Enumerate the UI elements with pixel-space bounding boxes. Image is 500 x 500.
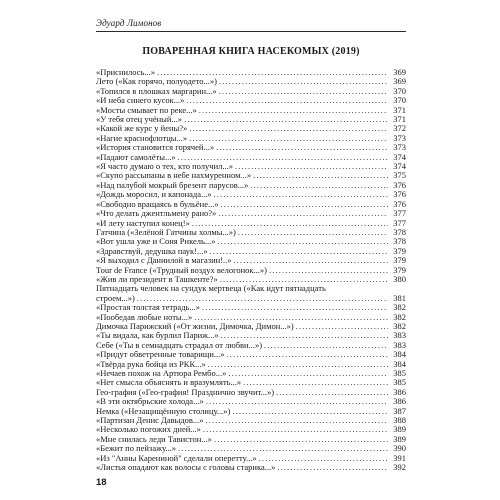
toc-entry-title: «Нечаев похож на Артюра Рембо...» [96,369,227,378]
toc-entry-title: Гео-графия («Гео-графия! Празднично звучит...») [96,387,275,397]
toc-entry-line [96,162,406,171]
toc-entry [96,388,406,397]
toc-entry-line [96,425,406,434]
toc-entry [96,219,406,228]
toc-entry-title: Немка («Незащищённую столицу...») [96,406,231,416]
toc-entry [96,247,406,256]
toc-dot-leader [235,162,388,171]
toc-entry-title: Tour de France («Трудный воздух велогонок...») [96,265,268,275]
toc-entry-title: «В эти октябрьские холода...» [96,397,204,407]
toc-entry-line [96,171,406,180]
toc-entry [96,162,406,171]
toc-dot-leader [264,341,388,350]
toc-entry-page: 373 [393,133,406,143]
toc-entry-page: 378 [393,227,406,237]
toc-entry [96,171,406,180]
toc-dot-leader [157,68,388,77]
toc-dot-leader [277,463,388,472]
section-heading: ПОВАРЕННАЯ КНИГА НАСЕКОМЫХ (2019) [142,46,360,57]
toc-entry-title: «Простая толстая тетрадь...» [96,303,201,313]
toc-entry-line [96,256,406,265]
toc-entry-line [96,134,406,143]
toc-entry [96,68,406,77]
toc-entry-line [96,369,406,378]
toc-entry-line [96,87,406,96]
toc-entry-title: «Я часто думаю о тех, кто получил...» [96,162,233,172]
toc-entry-title: «Топился в плошках маргарин...» [96,86,217,96]
toc-entry-line [96,228,406,237]
toc-entry-page: 385 [393,378,406,388]
toc-entry-page: 383 [393,340,406,350]
toc-entry-line [96,294,406,303]
toc-entry-page: 369 [393,68,406,77]
toc-entry [96,181,406,190]
toc-entry-line [96,200,406,209]
toc-entry-title: «Мне снилась леди Тавистон...» [96,434,212,444]
toc-entry-page: 374 [393,152,406,162]
toc-entry-line [96,397,406,406]
toc-entry [96,77,406,86]
toc-entry [96,313,406,322]
toc-entry-page: 376 [393,190,406,200]
toc-entry-title: «Жив ли президент в Ташкенте?» [96,274,218,284]
toc-entry-line [96,247,406,256]
toc-entry [96,416,406,425]
page-number: 18 [96,477,107,488]
toc-dot-leader [216,143,388,152]
toc-dot-leader [178,444,388,453]
toc-dot-leader [184,115,388,124]
toc-entry [96,153,406,162]
toc-dot-leader [210,247,388,256]
toc-entry-title: «Что делать джентльмену рано?» [96,209,217,219]
toc-dot-leader [178,153,388,162]
toc-entry-page: 370 [393,96,406,106]
toc-entry [96,397,406,406]
toc-entry-title: «Свободно вращаясь в бульёне...» [96,199,219,209]
toc-dot-leader [250,181,388,190]
toc-entry-line [96,96,406,105]
toc-dot-leader [232,407,388,416]
toc-dot-leader [206,397,388,406]
toc-entry-line [96,124,406,133]
toc-entry [96,87,406,96]
toc-dot-leader [202,303,388,312]
toc-entry-line [96,350,406,359]
toc-entry-title: «Из "Анны Карениной" сделали оперетту...» [96,453,257,463]
toc-entry [96,237,406,246]
toc-entry-page: 371 [393,105,406,115]
toc-dot-leader [186,96,388,105]
toc-entry-title: «Падают самолёты...» [96,152,176,162]
toc-entry-title: «Ты видала, как бурлил Париж...» [96,331,219,341]
toc-entry-page: 384 [393,350,406,360]
toc-entry-page: 377 [393,218,406,228]
toc-entry [96,322,406,331]
toc-entry-page: 380 [393,274,406,284]
toc-entry-page: 374 [393,162,406,172]
toc-entry-title: «Дождь моросил, и капонада...» [96,190,212,200]
toc-entry-line [96,454,406,463]
toc-entry [96,444,406,453]
toc-entry-title: Пятнадцать человек на сундук мертвеца («Как идут пятнадцать [96,283,326,294]
toc-entry [96,435,406,444]
toc-entry [96,209,406,218]
toc-entry-line [96,360,406,369]
running-header-author: Эдуард Лимонов [96,18,162,28]
toc-entry-line [96,237,406,246]
toc-dot-leader [206,416,388,425]
toc-entry [96,228,406,237]
toc-entry [96,407,406,416]
toc-dot-leader [219,77,388,86]
toc-entry-line [96,407,406,416]
toc-entry-title: «Над палубой мокрый брезент парусов...» [96,180,249,190]
toc-dot-leader [203,425,388,434]
toc-entry [96,134,406,143]
toc-entry-line [96,209,406,218]
toc-entry [96,190,406,199]
toc-entry-page: 386 [393,387,406,397]
toc-entry-title: «Приснилось...» [96,68,156,77]
toc-entry-line [96,378,406,387]
toc-entry-line [96,106,406,115]
toc-entry-page: 376 [393,180,406,190]
toc-entry-page: 375 [393,171,406,181]
toc-entry [96,115,406,124]
toc-entry-page: 390 [393,444,406,454]
toc-entry-page: 379 [393,246,406,256]
toc-dot-leader [214,435,388,444]
toc-entry-title: Гатчина («Зелёной Гатчины холмы...») [96,227,236,237]
toc-entry-line [96,115,406,124]
toc-dot-leader [189,134,388,143]
toc-entry-title: «Вот ушла уже и Соня Рикель...» [96,237,216,247]
toc-entry-title: «Придут обветренные товарищи...» [96,350,225,360]
toc-entry [96,106,406,115]
toc-entry-page: 389 [393,434,406,444]
toc-entry [96,303,406,312]
toc-dot-leader [243,378,388,387]
toc-entry-page: 387 [393,406,406,416]
toc-entry-line [96,266,406,275]
toc-entry-title: «Скупо рассыпаны в небе нахмуренном...» [96,171,252,181]
toc-entry-page: 386 [393,397,406,407]
toc-entry-page: 384 [393,359,406,369]
toc-entry [96,284,406,303]
toc-entry-page: 392 [393,463,406,473]
toc-entry-page: 383 [393,331,406,341]
toc-entry-page: 391 [393,453,406,463]
toc-entry-title: Димочка Парижский («От жизни, Димочка, Димон...») [96,321,294,331]
toc-dot-leader [189,124,388,133]
toc-entry-title-continued: строем...») [96,293,135,303]
toc-dot-leader [218,237,388,246]
toc-dot-leader [228,369,388,378]
toc-dot-leader [296,322,388,331]
toc-entry [96,463,406,472]
toc-entry-page: 373 [393,143,406,153]
toc-entry-page: 389 [393,425,406,435]
toc-entry-title: «Бежит по пейзажу...» [96,444,176,454]
toc-entry-title: «История становится горячей...» [96,143,215,153]
toc-entry-line [96,444,406,453]
toc-entry-title: «Нагие краснофлотцы...» [96,133,188,143]
toc-entry-line [96,219,406,228]
toc-dot-leader [276,388,388,397]
toc-entry [96,124,406,133]
toc-entry [96,454,406,463]
toc-entry [96,341,406,350]
toc-entry-page: 379 [393,265,406,275]
toc-entry [96,378,406,387]
toc-entry-title: «Несколько погожих дней...» [96,425,201,435]
toc-dot-leader [259,454,388,463]
toc-entry [96,360,406,369]
toc-entry-title: «Пообедав любые ноты...» [96,312,193,322]
toc-entry-page: 385 [393,369,406,378]
toc-entry-title: «Твёрда рука бойца из РКК...» [96,359,206,369]
toc-entry-page: 377 [393,209,406,219]
toc-entry [96,369,406,378]
toc-entry-page: 369 [393,77,406,87]
toc-entry-title: Себе («Ты в семнадцать страдал от любви...») [96,340,263,350]
toc-entry-title: «Мосты смывает по реке...» [96,105,197,115]
toc-entry-page: 379 [393,256,406,266]
toc-entry [96,425,406,434]
toc-entry [96,200,406,209]
toc-entry-line [96,341,406,350]
toc-entry-line [96,463,406,472]
toc-entry [96,266,406,275]
toc-entry [96,96,406,105]
toc-dot-leader [221,200,388,209]
toc-entry-line [96,322,406,331]
toc-dot-leader [234,256,389,265]
toc-entry-line [96,143,406,152]
toc-entry-page: 381 [393,293,406,303]
toc-entry-title: «И неба синего кусок...» [96,96,185,106]
toc-entry-page: 382 [393,303,406,313]
toc-entry-title: «Листья опадают как волосы с головы старика...» [96,463,276,473]
toc-entry-line [96,190,406,199]
toc-dot-leader [221,331,388,340]
toc-dot-leader [194,313,388,322]
toc-entry-line [96,435,406,444]
toc-entry-page: 376 [393,199,406,209]
toc-entry-line [96,331,406,340]
toc-entry-title: Лето («Как горячо, полуодето...») [96,77,217,87]
toc-entry-page: 378 [393,237,406,247]
toc-entry-line [96,313,406,322]
toc-entry-line [96,77,406,86]
toc-dot-leader [199,106,388,115]
toc-entry [96,350,406,359]
header-rule [96,31,406,32]
toc-dot-leader [214,190,388,199]
toc-dot-leader [192,219,388,228]
toc-entry [96,256,406,265]
toc-entry-page: 371 [393,115,406,125]
toc-dot-leader [238,228,388,237]
toc-dot-leader [227,350,388,359]
toc-entry [96,143,406,152]
toc-entry-line [96,153,406,162]
toc-entry-page: 388 [393,416,406,426]
toc-entry-line [96,303,406,312]
toc-dot-leader [218,209,388,218]
toc-entry-line [96,388,406,397]
toc-entry-title: «Я выходил с Даниилой в магазин!..» [96,256,232,266]
toc-dot-leader [269,266,388,275]
toc-entry-line [96,181,406,190]
toc-entry [96,331,406,340]
toc-entry-title: «Здравствуй, дедушка паук!...» [96,246,208,256]
toc-entry-page: 370 [393,86,406,96]
toc-entry-title: «Партизан Денис Давыдов...» [96,416,204,426]
toc-dot-leader [219,87,388,96]
table-of-contents [96,68,406,472]
toc-entry-line [96,416,406,425]
toc-entry-title: «У тебя отец учёный...» [96,115,183,125]
toc-dot-leader [208,360,388,369]
toc-dot-leader [137,294,388,303]
toc-entry-page: 372 [393,124,406,134]
toc-entry-page: 382 [393,312,406,322]
toc-entry-title: «Какой же курс у йены?» [96,124,188,134]
toc-entry-title: «Нет смысла объяснять и вразумлять...» [96,378,242,388]
toc-entry-line [96,68,406,77]
toc-entry-title: «И лету наступил конец!» [96,218,190,228]
toc-dot-leader [253,171,388,180]
toc-entry-page: 382 [393,321,406,331]
